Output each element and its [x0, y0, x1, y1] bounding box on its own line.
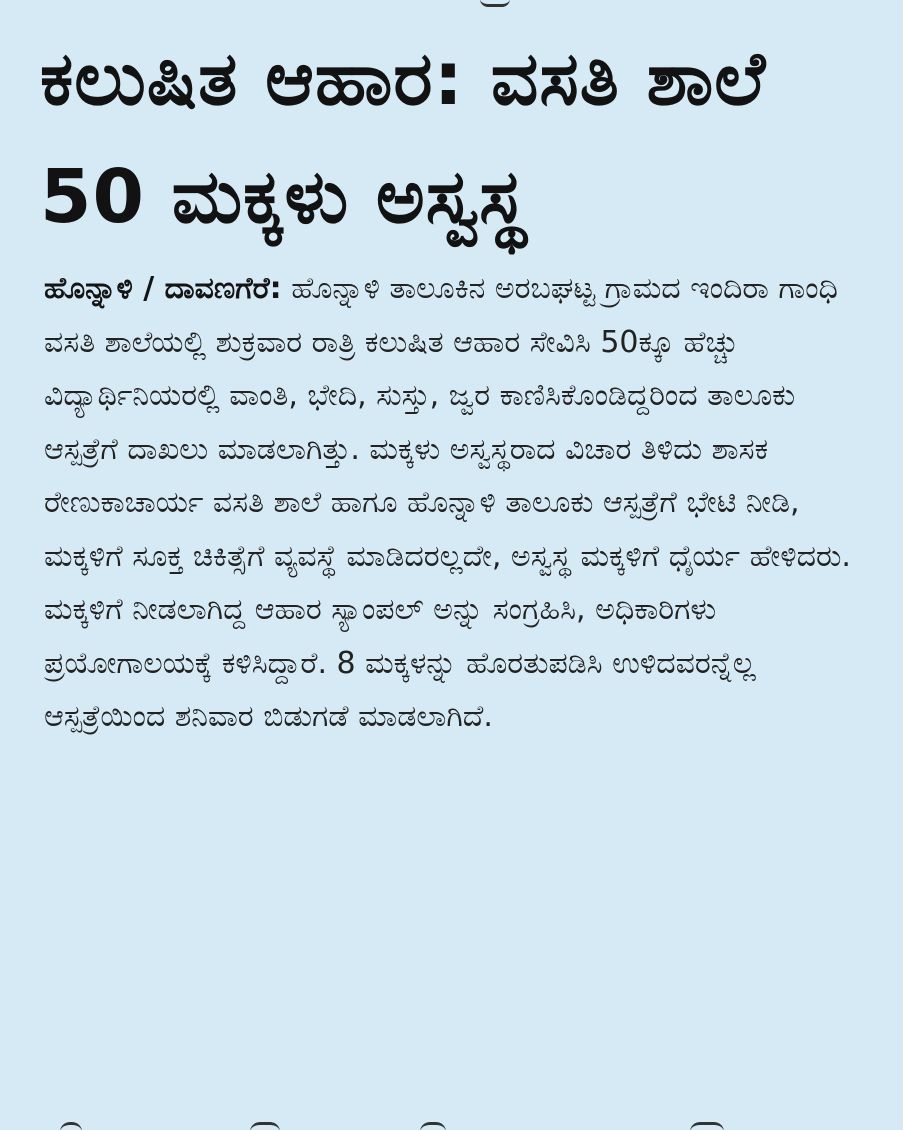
page-edge — [903, 0, 907, 1130]
clipped-text-fragment-bottom — [0, 1112, 907, 1130]
article-dateline: ಹೊನ್ನಾಳಿ / ದಾವಣಗೆರೆ: — [44, 271, 282, 306]
clipped-text-fragment-top — [480, 0, 510, 7]
article-headline: ಕಲುಷಿತ ಆಹಾರ: ವಸತಿ ಶಾಲೆ 50 ಮಕ್ಕಳು ಅಸ್ವಸ್ಥ — [40, 36, 767, 240]
article-body — [44, 262, 864, 744]
article-body-text: ಹೊನ್ನಾಳಿ ತಾಲೂಕಿನ ಅರಬಘಟ್ಟ ಗ್ರಾಮದ ಇಂದಿರಾ ಗಾಂಧಿ ವಸತಿ ಶಾಲೆಯಲ್ಲಿ ಶುಕ್ರವಾರ ರಾತ್ರಿ ಕಲುಷಿತ ಆಹಾರ ಸೇವಿಸಿ 50ಕ್ಕೂ ಹೆಚ್ಚು ವಿದ್ಯಾರ್ಥಿನಿಯರಲ್ಲಿ ವಾಂತಿ, ಭೇದಿ, ಸುಸ್ತು, ಜ್ವರ ಕಾಣಿಸಿಕೊಂಡಿದ್ದರಿಂದ ತಾಲೂಕು ಆಸ್ಪತ್ರೆಗೆ ದಾಖಲು ಮಾಡಲಾಗಿತ್ತು. ಮಕ್ಕಳು ಅಸ್ವಸ್ಥರಾದ ವಿಚಾರ ತಿಳಿದು ಶಾಸಕ ರೇಣುಕಾಚಾರ್ಯ ವಸತಿ ಶಾಲೆ ಹಾಗೂ ಹೊನ್ನಾಳಿ ತಾಲೂಕು ಆಸ್ಪತ್ರೆಗೆ ಭೇಟಿ ನೀಡಿ, ಮಕ್ಕಳಿಗೆ ಸೂಕ್ತ ಚಿಕಿತ್ಸೆಗೆ ವ್ಯವಸ್ಥೆ ಮಾಡಿದರಲ್ಲದೇ, ಅಸ್ವಸ್ಥ ಮಕ್ಕಳಿಗೆ ಧೈರ್ಯ ಹೇಳಿದರು. ಮಕ್ಕಳಿಗೆ ನೀಡಲಾಗಿದ್ದ ಆಹಾರ ಸ್ಯಾಂಪಲ್ ಅನ್ನು ಸಂಗ್ರಹಿಸಿ, ಅಧಿಕಾರಿಗಳು ಪ್ರಯೋಗಾಲಯಕ್ಕೆ ಕಳಿಸಿದ್ದಾರೆ. 8 ಮಕ್ಕಳನ್ನು ಹೊರತುಪಡಿಸಿ ಉಳಿದವರನ್ನೆಲ್ಲ ಆಸ್ಪತ್ರೆಯಿಂದ ಶನಿವಾರ ಬಿಡುಗಡೆ ಮಾಡಲಾಗಿದೆ. — [44, 271, 851, 734]
